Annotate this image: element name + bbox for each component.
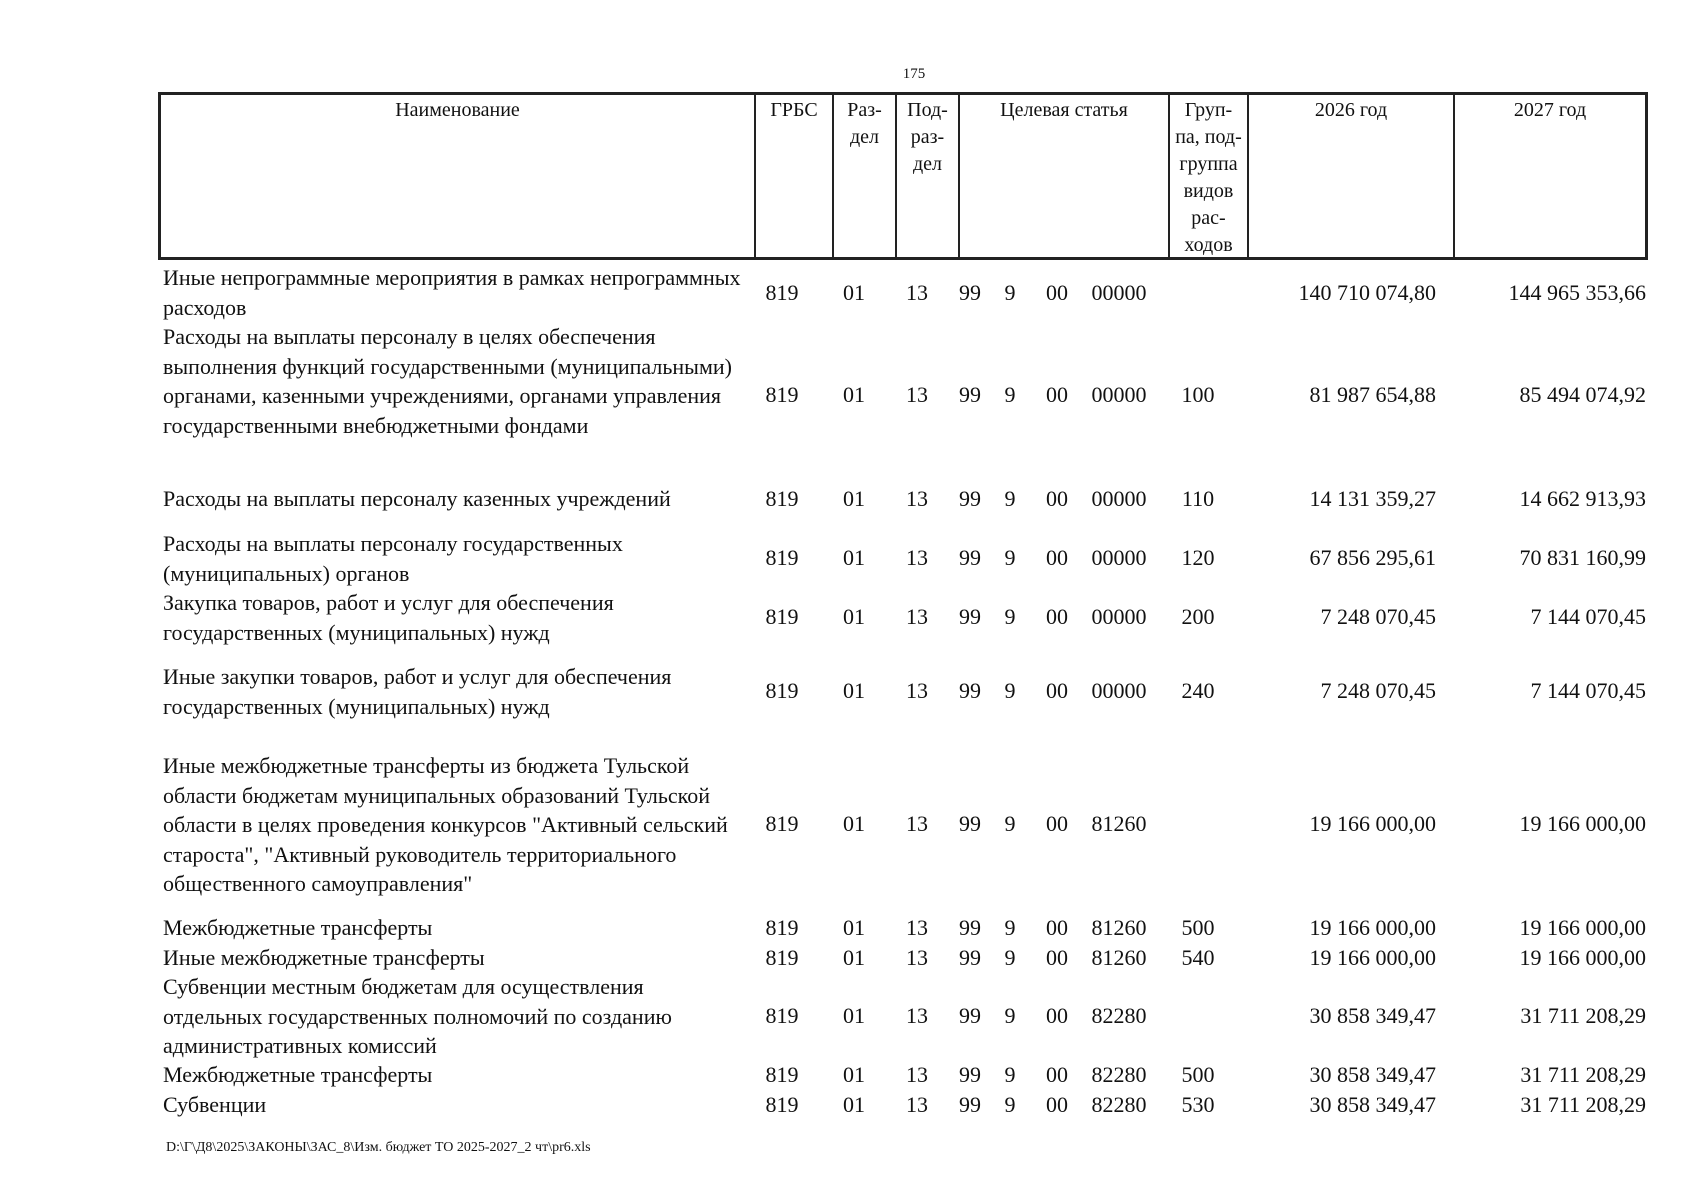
cell-group: 500 (1181, 1062, 1215, 1087)
cell-cs-program: 99 (959, 486, 981, 511)
header-target-label: Целевая статья (1000, 99, 1128, 121)
header-razdel-line: Раз- (847, 99, 882, 121)
cell-grbs: 819 (765, 280, 799, 305)
header-name-label: Наименование (395, 99, 520, 121)
row-name: Межбюджетные трансферты (163, 915, 433, 940)
cell-cs-direction: 00000 (1091, 382, 1147, 407)
cell-2026: 67 856 295,61 (1309, 545, 1436, 570)
cell-cs-program: 99 (959, 945, 981, 970)
cell-podrazdel: 13 (906, 915, 928, 940)
cell-cs-direction: 00000 (1091, 486, 1147, 511)
cell-2027: 7 144 070,45 (1530, 604, 1646, 629)
cell-cs-type: 9 (1004, 382, 1016, 407)
cell-group: 240 (1181, 678, 1215, 703)
cell-cs-type: 9 (1004, 811, 1016, 836)
row-name: Иные межбюджетные трансферты (163, 945, 485, 970)
cell-cs-main: 00 (1046, 915, 1068, 940)
cell-cs-program: 99 (959, 1062, 981, 1087)
cell-razdel: 01 (843, 678, 865, 703)
cell-cs-program: 99 (959, 811, 981, 836)
header-grbs-label: ГРБС (770, 99, 818, 121)
cell-2026: 30 858 349,47 (1309, 1003, 1436, 1028)
cell-cs-program: 99 (959, 678, 981, 703)
cell-2026: 19 166 000,00 (1309, 915, 1436, 940)
cell-cs-program: 99 (959, 915, 981, 940)
row-name: Межбюджетные трансферты (163, 1062, 433, 1087)
cell-cs-type: 9 (1004, 1092, 1016, 1117)
cell-cs-program: 99 (959, 280, 981, 305)
cell-2027: 19 166 000,00 (1519, 915, 1646, 940)
cell-2026: 30 858 349,47 (1309, 1062, 1436, 1087)
header-podrazdel-line: Под- (907, 99, 948, 121)
header-group-line: видов (1183, 180, 1234, 202)
cell-cs-main: 00 (1046, 382, 1068, 407)
cell-cs-direction: 00000 (1091, 678, 1147, 703)
cell-2026: 7 248 070,45 (1320, 678, 1436, 703)
cell-podrazdel: 13 (906, 811, 928, 836)
cell-razdel: 01 (843, 945, 865, 970)
cell-2026: 140 710 074,80 (1298, 280, 1436, 305)
cell-razdel: 01 (843, 280, 865, 305)
cell-cs-type: 9 (1004, 945, 1016, 970)
header-group-line: Груп- (1184, 99, 1233, 121)
cell-razdel: 01 (843, 604, 865, 629)
cell-group: 100 (1181, 382, 1215, 407)
cell-razdel: 01 (843, 915, 865, 940)
header-2027-label: 2027 год (1513, 99, 1587, 121)
cell-razdel: 01 (843, 545, 865, 570)
cell-cs-direction: 82280 (1091, 1003, 1147, 1028)
cell-grbs: 819 (765, 811, 799, 836)
cell-2026: 30 858 349,47 (1309, 1092, 1436, 1117)
cell-2027: 144 965 353,66 (1508, 280, 1646, 305)
cell-podrazdel: 13 (906, 1092, 928, 1117)
cell-razdel: 01 (843, 486, 865, 511)
cell-cs-main: 00 (1046, 486, 1068, 511)
cell-cs-direction: 82280 (1091, 1062, 1147, 1087)
row-name: Иные закупки товаров, работ и услуг для обеспечения государственных (муниципальных) нужд (163, 664, 672, 719)
cell-grbs: 819 (765, 545, 799, 570)
cell-grbs: 819 (765, 604, 799, 629)
cell-cs-direction: 81260 (1091, 915, 1147, 940)
row-name: Иные непрограммные мероприятия в рамках непрограммных расходов (163, 265, 741, 320)
cell-grbs: 819 (765, 1092, 799, 1117)
cell-cs-program: 99 (959, 604, 981, 629)
cell-grbs: 819 (765, 382, 799, 407)
cell-cs-main: 00 (1046, 1092, 1068, 1117)
cell-cs-type: 9 (1004, 545, 1016, 570)
cell-2027: 70 831 160,99 (1519, 545, 1646, 570)
cell-cs-main: 00 (1046, 1003, 1068, 1028)
row-name: Закупка товаров, работ и услуг для обеспечения государственных (муниципальных) нужд (163, 590, 614, 645)
cell-cs-program: 99 (959, 545, 981, 570)
cell-group: 110 (1181, 486, 1215, 511)
cell-2026: 14 131 359,27 (1309, 486, 1436, 511)
cell-cs-main: 00 (1046, 604, 1068, 629)
cell-cs-type: 9 (1004, 604, 1016, 629)
cell-cs-direction: 81260 (1091, 945, 1147, 970)
cell-cs-type: 9 (1004, 1003, 1016, 1028)
cell-cs-main: 00 (1046, 945, 1068, 970)
cell-podrazdel: 13 (906, 280, 928, 305)
cell-razdel: 01 (843, 1062, 865, 1087)
cell-2027: 19 166 000,00 (1519, 811, 1646, 836)
cell-grbs: 819 (765, 945, 799, 970)
cell-grbs: 819 (765, 486, 799, 511)
cell-2027: 31 711 208,29 (1520, 1062, 1646, 1087)
cell-podrazdel: 13 (906, 486, 928, 511)
row-name: Расходы на выплаты персоналу казенных учреждений (163, 486, 671, 511)
row-name: Субвенции местным бюджетам для осуществления отдельных государственных полномочий по созданию административных комиссий (163, 974, 672, 1058)
header-group-line: па, под- (1175, 126, 1242, 148)
cell-grbs: 819 (765, 1003, 799, 1028)
row-name: Субвенции (163, 1092, 267, 1117)
cell-group: 530 (1181, 1092, 1215, 1117)
cell-cs-program: 99 (959, 1003, 981, 1028)
cell-razdel: 01 (843, 1003, 865, 1028)
page-number: 175 (902, 66, 926, 82)
cell-cs-type: 9 (1004, 915, 1016, 940)
row-name: Расходы на выплаты персоналу государственных (муниципальных) органов (163, 531, 623, 586)
cell-2026: 81 987 654,88 (1309, 382, 1436, 407)
cell-cs-type: 9 (1004, 486, 1016, 511)
row-name: Расходы на выплаты персоналу в целях обеспечения выполнения функций государственными (муниципальными) органами, казенными учреждениями, органами управления государственными внебюджетными фондами (163, 324, 732, 438)
row-name: Иные межбюджетные трансферты из бюджета Тульской области бюджетам муниципальных образований Тульской области в целях проведения конкурсов "Активный сельский староста", "Активный руководитель территориального общественного самоуправления" (163, 753, 728, 896)
cell-2026: 19 166 000,00 (1309, 945, 1436, 970)
file-path-footer: D:\Г\Д8\2025\ЗАКОНЫ\ЗАС_8\Изм. бюджет ТО 2025-2027_2 чт\pr6.xls (166, 1140, 591, 1155)
cell-group: 500 (1181, 915, 1215, 940)
cell-2027: 7 144 070,45 (1530, 678, 1646, 703)
cell-2027: 31 711 208,29 (1520, 1003, 1646, 1028)
cell-cs-program: 99 (959, 1092, 981, 1117)
cell-podrazdel: 13 (906, 1062, 928, 1087)
header-group-line: группа (1179, 153, 1238, 175)
cell-cs-main: 00 (1046, 1062, 1068, 1087)
cell-podrazdel: 13 (906, 945, 928, 970)
cell-2026: 7 248 070,45 (1320, 604, 1436, 629)
cell-cs-main: 00 (1046, 678, 1068, 703)
header-2026-label: 2026 год (1314, 99, 1388, 121)
cell-group: 540 (1181, 945, 1215, 970)
cell-2027: 19 166 000,00 (1519, 945, 1646, 970)
cell-razdel: 01 (843, 382, 865, 407)
header-podrazdel-line: раз- (910, 126, 945, 148)
cell-cs-direction: 00000 (1091, 280, 1147, 305)
cell-podrazdel: 13 (906, 604, 928, 629)
cell-cs-main: 00 (1046, 545, 1068, 570)
cell-cs-type: 9 (1004, 1062, 1016, 1087)
cell-razdel: 01 (843, 811, 865, 836)
header-group-line: рас- (1191, 207, 1226, 229)
cell-cs-program: 99 (959, 382, 981, 407)
cell-razdel: 01 (843, 1092, 865, 1117)
cell-cs-direction: 00000 (1091, 604, 1147, 629)
cell-group: 120 (1181, 545, 1215, 570)
cell-cs-main: 00 (1046, 280, 1068, 305)
cell-cs-direction: 82280 (1091, 1092, 1147, 1117)
cell-cs-direction: 81260 (1091, 811, 1147, 836)
cell-cs-type: 9 (1004, 678, 1016, 703)
cell-2027: 14 662 913,93 (1519, 486, 1646, 511)
cell-cs-type: 9 (1004, 280, 1016, 305)
cell-2027: 31 711 208,29 (1520, 1092, 1646, 1117)
cell-2027: 85 494 074,92 (1519, 382, 1646, 407)
cell-group: 200 (1181, 604, 1215, 629)
header-podrazdel-line: дел (912, 153, 943, 175)
cell-cs-direction: 00000 (1091, 545, 1147, 570)
cell-podrazdel: 13 (906, 678, 928, 703)
cell-cs-main: 00 (1046, 811, 1068, 836)
header-group-line: ходов (1184, 234, 1233, 256)
cell-podrazdel: 13 (906, 1003, 928, 1028)
cell-grbs: 819 (765, 678, 799, 703)
header-razdel-line: дел (849, 126, 880, 148)
cell-grbs: 819 (765, 915, 799, 940)
cell-2026: 19 166 000,00 (1309, 811, 1436, 836)
cell-podrazdel: 13 (906, 545, 928, 570)
cell-grbs: 819 (765, 1062, 799, 1087)
cell-podrazdel: 13 (906, 382, 928, 407)
